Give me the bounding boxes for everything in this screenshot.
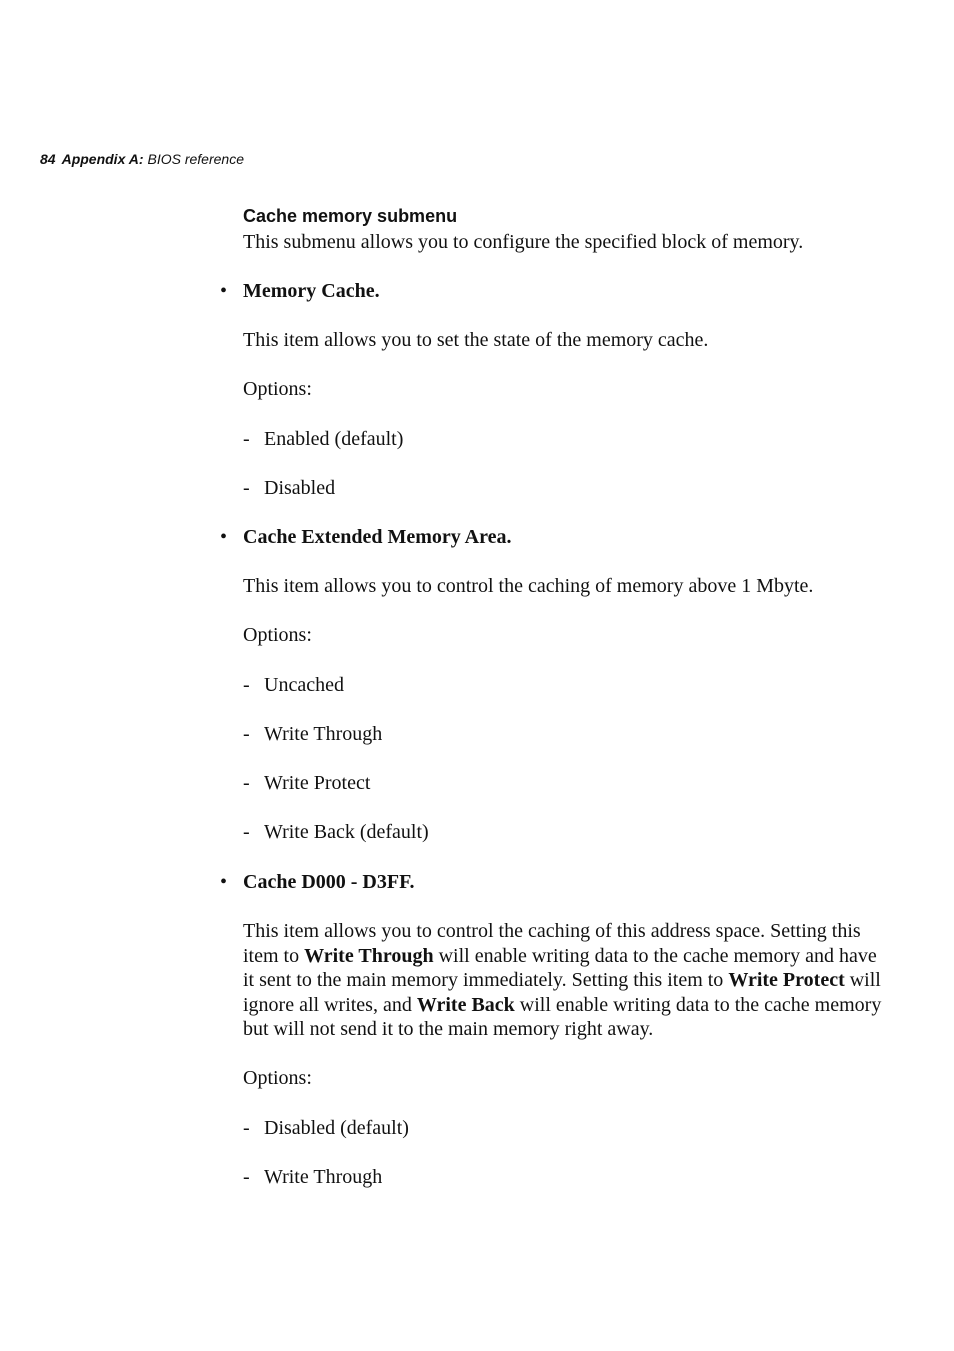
options-label: Options: <box>243 1067 312 1089</box>
appendix-label: Appendix A: <box>61 151 144 167</box>
item-description: This item allows you to control the caching of this address space. Setting this item to Write Through will enable writing data to the cache memory and have it sent to the main memory immediately. Setting this item to Write Protect will ignore all writes, and Write Back will enable writing data to the cache memory but will not send it to the main memory right away. <box>243 920 882 1041</box>
option-item: - Enabled (default) <box>243 428 404 450</box>
item-title: Memory Cache. <box>243 280 380 302</box>
bullet-icon: • <box>220 526 228 548</box>
item-description: This item allows you to set the state of the memory cache. <box>243 329 709 351</box>
option-item: - Disabled <box>243 477 336 499</box>
option-item: - Disabled (default) <box>243 1117 409 1139</box>
option-item: - Write Back (default) <box>243 821 429 843</box>
section-title: Cache memory submenu <box>243 206 458 226</box>
options-label: Options: <box>243 624 312 646</box>
intro-text: This submenu allows you to configure the specified block of memory. <box>243 231 804 253</box>
running-header <box>40 151 244 167</box>
section-label: BIOS reference <box>147 151 244 167</box>
item-title: Cache D000 - D3FF. <box>243 871 415 893</box>
option-item: - Write Through <box>243 1166 383 1188</box>
option-item: - Write Through <box>243 723 383 745</box>
option-item: - Write Protect <box>243 772 371 794</box>
item-title: Cache Extended Memory Area. <box>243 526 512 548</box>
options-label: Options: <box>243 378 312 400</box>
bullet-icon: • <box>220 871 228 893</box>
option-item: - Uncached <box>243 674 344 696</box>
page-number: 84 <box>40 151 56 167</box>
item-description: This item allows you to control the caching of memory above 1 Mbyte. <box>243 575 814 597</box>
bullet-icon: • <box>220 280 228 302</box>
